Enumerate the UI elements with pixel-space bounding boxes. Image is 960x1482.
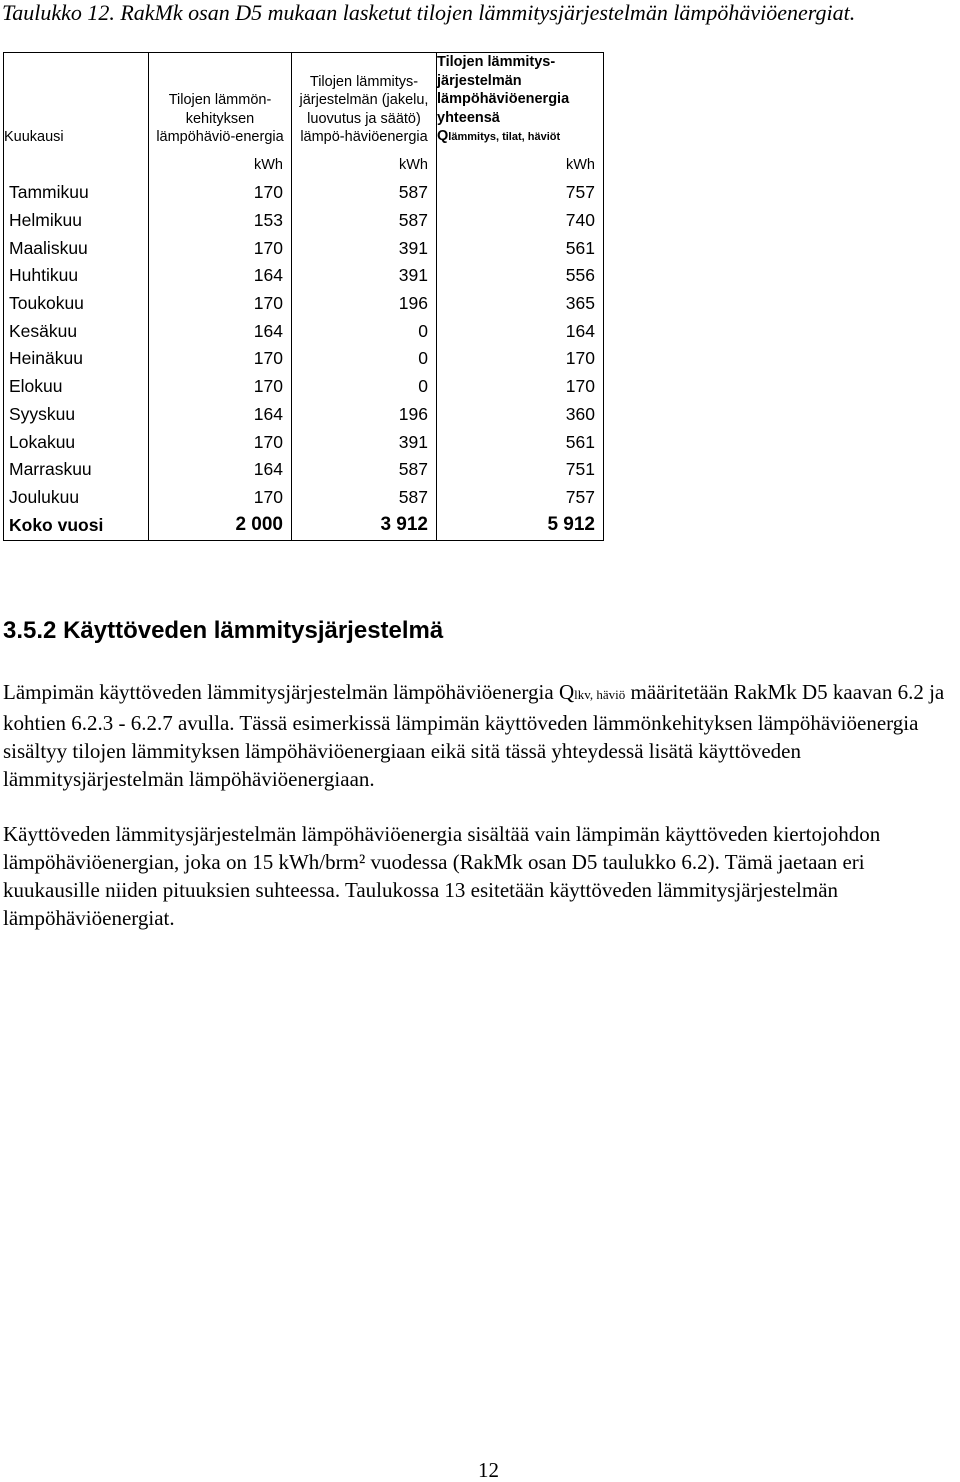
total-value: 5 912	[437, 511, 604, 541]
value-cell: 170	[437, 372, 604, 400]
table-row	[4, 400, 604, 428]
value-cell: 164	[149, 455, 292, 483]
table-caption: Taulukko 12. RakMk osan D5 mukaan lasketut tilojen lämmitysjärjestelmän lämpöhäviöenergiat.	[2, 0, 856, 25]
value-cell: 391	[292, 262, 437, 290]
header-distribution-loss: Tilojen lämmitys-järjestelmän (jakelu, luovutus ja säätö) lämpö-häviöenergia	[292, 53, 437, 151]
value-cell: 170	[149, 179, 292, 207]
month-cell: Tammikuu	[4, 179, 149, 207]
value-cell: 757	[437, 483, 604, 511]
header-generation-loss: Tilojen lämmön-kehityksen lämpöhäviö-energia	[149, 53, 292, 151]
month-cell: Lokakuu	[4, 428, 149, 456]
heat-loss-table	[3, 52, 604, 541]
page-number: 12	[478, 1458, 499, 1482]
value-cell: 153	[149, 206, 292, 234]
value-cell: 170	[149, 372, 292, 400]
value-cell: 0	[292, 317, 437, 345]
total-label: Koko vuosi	[4, 511, 149, 541]
table-row	[4, 455, 604, 483]
value-cell: 587	[292, 179, 437, 207]
total-value: 3 912	[292, 511, 437, 541]
table-row	[4, 234, 604, 262]
value-cell: 196	[292, 400, 437, 428]
value-cell: 740	[437, 206, 604, 234]
value-cell: 561	[437, 234, 604, 262]
section-heading: 3.5.2 Käyttöveden lämmitysjärjestelmä	[3, 617, 444, 644]
table-row	[4, 206, 604, 234]
table-row	[4, 179, 604, 207]
value-cell: 391	[292, 234, 437, 262]
total-row	[4, 511, 604, 541]
value-cell: 170	[437, 345, 604, 373]
value-cell: 0	[292, 372, 437, 400]
table-row	[4, 372, 604, 400]
value-cell: 0	[292, 345, 437, 373]
value-cell: 164	[149, 262, 292, 290]
value-cell: 164	[149, 317, 292, 345]
table-row	[4, 483, 604, 511]
value-cell: 561	[437, 428, 604, 456]
month-cell: Joulukuu	[4, 483, 149, 511]
value-cell: 170	[149, 289, 292, 317]
total-value: 2 000	[149, 511, 292, 541]
value-cell: 170	[149, 483, 292, 511]
paragraph-2: Käyttöveden lämmitysjärjestelmän lämpöhäviöenergia sisältää vain lämpimän käyttöveden kiertojohdon lämpöhäviöenergian, joka on 15 kWh/brm² vuodessa (RakMk osan D5 taulukko 6.2). Tämä jaetaan eri kuukausille niiden pituuksien suhteessa. Taulukossa 13 esitetään käyttöveden lämmitysjärjestelmän lämpöhäviöenergiat.	[3, 822, 881, 930]
value-cell: 164	[149, 400, 292, 428]
value-cell: 751	[437, 455, 604, 483]
value-cell: 556	[437, 262, 604, 290]
unit-kwh: kWh	[437, 151, 604, 179]
value-cell: 587	[292, 455, 437, 483]
month-cell: Toukokuu	[4, 289, 149, 317]
month-cell: Helmikuu	[4, 206, 149, 234]
paragraph-1: Lämpimän käyttöveden lämmitysjärjestelmän lämpöhäviöenergia Qlkv, häviö määritetään RakMk D5 kaavan 6.2 ja kohtien 6.2.3 - 6.2.7 avulla. Tässä esimerkissä lämpimän käyttöveden lämmönkehityksen lämpöhäviöenergia sisältyy tilojen lämmityksen lämpöhäviöenergiaan eikä sitä tässä yhteydessä lisätä käyttöveden lämmitysjärjestelmän lämpöhäviöenergiaan.	[3, 680, 945, 791]
month-cell: Kesäkuu	[4, 317, 149, 345]
value-cell: 587	[292, 206, 437, 234]
month-cell: Maaliskuu	[4, 234, 149, 262]
month-cell: Syyskuu	[4, 400, 149, 428]
month-cell: Elokuu	[4, 372, 149, 400]
table-row	[4, 317, 604, 345]
header-total-loss: Tilojen lämmitys-järjestelmän lämpöhäviöenergia yhteensä Qlämmitys, tilat, häviöt	[437, 53, 604, 151]
unit-kwh: kWh	[292, 151, 437, 179]
value-cell: 170	[149, 345, 292, 373]
unit-kwh: kWh	[149, 151, 292, 179]
table-row	[4, 428, 604, 456]
value-cell: 164	[437, 317, 604, 345]
month-cell: Huhtikuu	[4, 262, 149, 290]
value-cell: 360	[437, 400, 604, 428]
value-cell: 587	[292, 483, 437, 511]
table-row	[4, 262, 604, 290]
value-cell: 757	[437, 179, 604, 207]
header-month: Kuukausi	[4, 53, 149, 151]
table-row	[4, 345, 604, 373]
month-cell: Heinäkuu	[4, 345, 149, 373]
value-cell: 170	[149, 428, 292, 456]
value-cell: 196	[292, 289, 437, 317]
value-cell: 391	[292, 428, 437, 456]
month-cell: Marraskuu	[4, 455, 149, 483]
value-cell: 365	[437, 289, 604, 317]
unit-row	[4, 151, 604, 179]
value-cell: 170	[149, 234, 292, 262]
table-row	[4, 289, 604, 317]
